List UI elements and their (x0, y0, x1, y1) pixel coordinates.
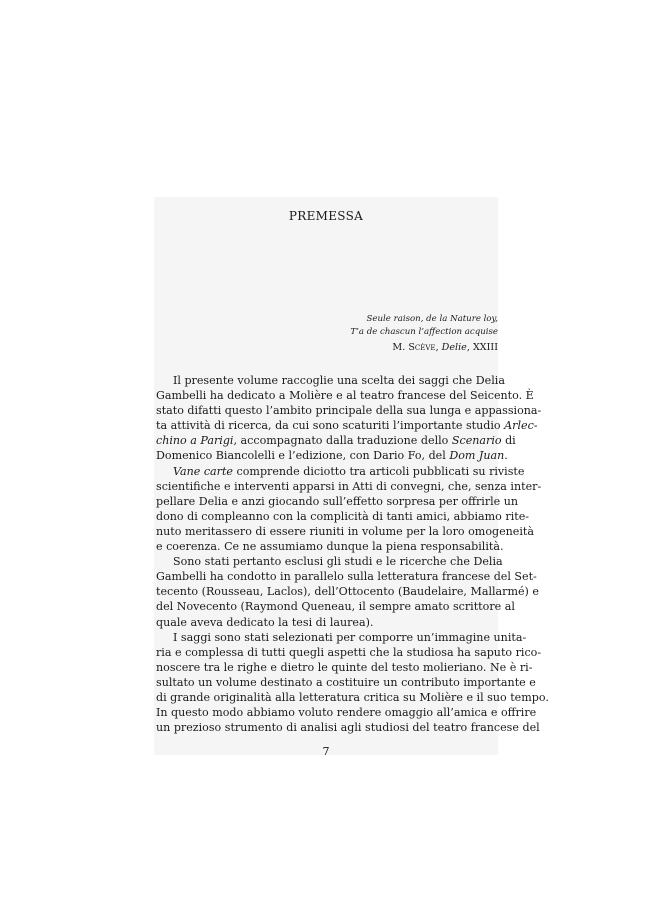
text-line: del Novecento (Raymond Queneau, il sempre amato scrittore al (156, 600, 515, 614)
epigraph-work: Delie (441, 342, 467, 353)
page-title: PREMESSA (288, 209, 364, 223)
text-line: nuto meritassero di essere riuniti in volume per la loro omogeneità (156, 524, 534, 538)
text-line: stato difatti questo l’ambito principale della sua lunga e appassiona- (156, 404, 542, 418)
text-line: In questo modo abbiamo voluto rendere omaggio all’amica e offrire (156, 706, 537, 720)
text-segment-italic: chino a Parigi (156, 434, 234, 448)
text-line: dono di compleanno con la complicità di tanti amici, abbiamo rite- (156, 509, 530, 523)
text-line: tecento (Rousseau, Laclos), dell’Ottocento (Baudelaire, Mallarmé) e (156, 585, 539, 599)
text-line: I saggi sono stati selezionati per comporre un’immagine unita- (173, 630, 527, 644)
text-segment-italic: Arlec- (504, 419, 538, 433)
epigraph-author-surname: Scève (408, 342, 436, 353)
text-line (156, 433, 516, 448)
text-line: e coerenza. Ce ne assumiamo dunque la piena responsabilità. (156, 540, 504, 554)
text-line: pellare Delia e anzi giocando sull’effetto sorpresa per offrirle un (156, 494, 519, 508)
text-line: ria e complessa di tutti quegli aspetti che la studiosa ha saputo rico- (156, 645, 542, 659)
text-segment: ta attività di ricerca, da cui sono scaturiti l’importante studio (156, 419, 505, 433)
body-text (156, 373, 549, 735)
epigraph-line-2: T’a de chascun l’affection acquise (350, 327, 498, 337)
text-line (156, 418, 538, 433)
text-segment-italic: Dom Juan (449, 449, 505, 463)
text-line (156, 464, 525, 479)
text-line: Gambelli ha dedicato a Molière e al teatro francese del Seicento. È (156, 389, 534, 403)
epigraph (350, 313, 498, 354)
text-segment-italic: Scenario (451, 434, 502, 448)
text-line (156, 448, 508, 463)
page-number: 7 (322, 745, 330, 758)
text-line: sultato un volume destinato a costituire un contributo importante e (156, 675, 536, 689)
text-line: Gambelli ha condotto in parallelo sulla letteratura francese del Set- (156, 570, 537, 584)
text-segment: Domenico Biancolelli e l’edizione, con Dario Fo, del (156, 449, 450, 463)
epigraph-separator: , (435, 342, 442, 353)
text-segment: . (504, 449, 508, 463)
text-line: un prezioso strumento di analisi agli studiosi del teatro francese del (156, 721, 540, 735)
text-line: quale aveva dedicato la tesi di laurea). (156, 615, 374, 629)
epigraph-source (350, 341, 498, 354)
text-line: Il presente volume raccoglie una scelta dei saggi che Delia (173, 374, 505, 387)
text-segment-italic: Vane carte (173, 464, 233, 478)
epigraph-section: , XXIII (466, 342, 498, 353)
epigraph-author-initial: M. (392, 342, 409, 353)
text-segment: di (501, 434, 516, 448)
epigraph-line-1: Seule raison, de la Nature loy, (366, 314, 498, 324)
text-line: di grande originalità alla letteratura critica su Molière e il suo tempo. (156, 690, 549, 704)
text-line: noscere tra le righe e dietro le quinte del testo molieriano. Ne è ri- (156, 660, 533, 674)
text-line: scientifiche e interventi apparsi in Atti di convegni, che, senza inter- (156, 479, 542, 493)
text-segment: , accompagnato dalla traduzione dello (233, 434, 452, 448)
text-line: Sono stati pertanto esclusi gli studi e le ricerche che Delia (173, 555, 503, 569)
text-segment: comprende diciotto tra articoli pubblicati su riviste (233, 464, 525, 478)
